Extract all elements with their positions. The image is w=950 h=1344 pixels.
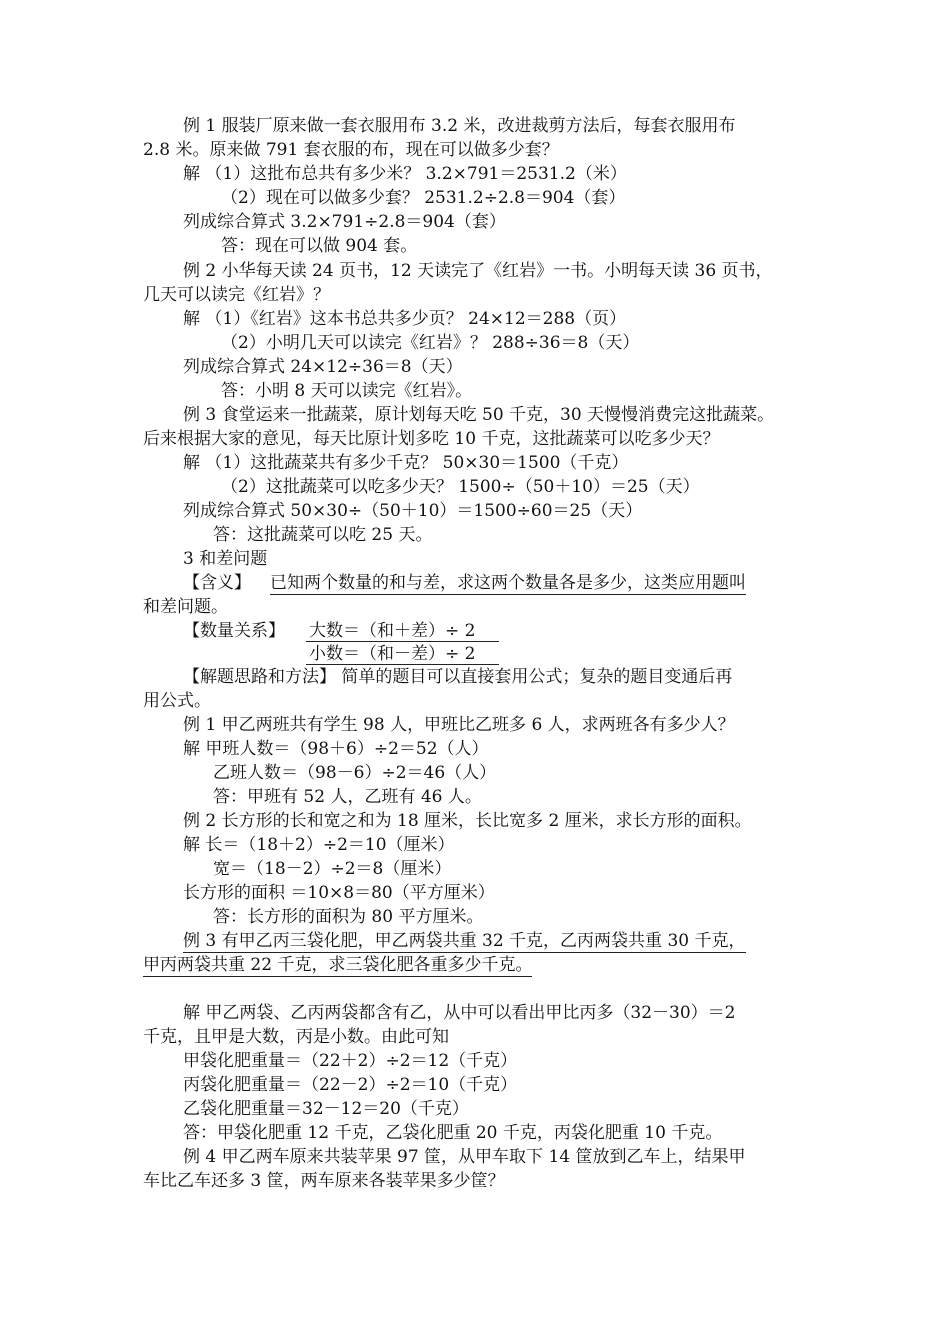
text-line: 宽＝（18－2）÷2＝8（厘米） xyxy=(213,859,452,879)
section-heading: 3 和差问题 xyxy=(183,549,268,569)
text-line: 车比乙车还多 3 筐，两车原来各装苹果多少筐？ xyxy=(143,1171,505,1191)
text-line: （2）现在可以做多少套？ 2531.2÷2.8＝904（套） xyxy=(221,188,626,208)
text-line: 例 3 食堂运来一批蔬菜，原计划每天吃 50 千克，30 天慢慢消费完这批蔬菜。 xyxy=(183,405,775,425)
text-line: 列成综合算式 50×30÷（50＋10）＝1500÷60＝25（天） xyxy=(183,501,643,521)
text-line: 例 4 甲乙两车原来共装苹果 97 筐，从甲车取下 14 筐放到乙车上，结果甲 xyxy=(183,1147,746,1167)
text-line: 例 2 小华每天读 24 页书，12 天读完了《红岩》一书。小明每天读 36 页书， xyxy=(183,261,773,281)
text-line: 丙袋化肥重量＝（22－2）÷2＝10（千克） xyxy=(183,1075,518,1095)
text-line: 答：现在可以做 904 套。 xyxy=(221,236,418,256)
meaning-label: 【含义】 xyxy=(183,573,251,593)
formula-small: 小数＝（和－差）÷ 2 xyxy=(309,644,476,664)
text-line: 解 甲班人数＝（98＋6）÷2＝52（人） xyxy=(183,739,489,759)
text-line: 2.8 米。原来做 791 套衣服的布，现在可以做多少套？ xyxy=(143,140,559,160)
text-line: 答：小明 8 天可以读完《红岩》。 xyxy=(221,381,473,401)
text-line: 长方形的面积 ＝10×8＝80（平方厘米） xyxy=(183,883,495,903)
text-line: 解 长＝（18＋2）÷2＝10（厘米） xyxy=(183,835,455,855)
text-line: 答：甲班有 52 人，乙班有 46 人。 xyxy=(213,787,482,807)
text-line: 解 （1）《红岩》这本书总共多少页？ 24×12＝288（页） xyxy=(183,309,627,329)
underlined-text: 例 3 有甲乙丙三袋化肥，甲乙两袋共重 32 千克，乙丙两袋共重 30 千克， xyxy=(183,931,746,951)
text-line: 答：这批蔬菜可以吃 25 天。 xyxy=(213,525,433,545)
formula-large: 大数＝（和＋差）÷ 2 xyxy=(309,621,476,641)
text-line: 千克，且甲是大数，丙是小数。由此可知 xyxy=(143,1027,449,1047)
text-line: 解 （1）这批蔬菜共有多少千克？ 50×30＝1500（千克） xyxy=(183,453,629,473)
text-line: 用公式。 xyxy=(143,691,211,711)
text-line: 【解题思路和方法】 简单的题目可以直接套用公式；复杂的题目变通后再 xyxy=(183,667,733,687)
meaning-text xyxy=(270,571,746,595)
text-line: 乙袋化肥重量＝32－12＝20（千克） xyxy=(183,1099,469,1119)
text-line: 答：甲袋化肥重 12 千克，乙袋化肥重 20 千克，丙袋化肥重 10 千克。 xyxy=(183,1123,723,1143)
text-line: 解 甲乙两袋、乙丙两袋都含有乙，从中可以看出甲比丙多（32－30）＝2 xyxy=(183,1003,736,1023)
text-line: 答：长方形的面积为 80 平方厘米。 xyxy=(213,907,484,927)
text-line: 例 2 长方形的长和宽之和为 18 厘米，长比宽多 2 厘米，求长方形的面积。 xyxy=(183,811,752,831)
text-line: 后来根据大家的意见，每天比原计划多吃 10 千克，这批蔬菜可以吃多少天？ xyxy=(143,429,720,449)
text-line: 甲袋化肥重量＝（22＋2）÷2＝12（千克） xyxy=(183,1051,518,1071)
text-line: （2）这批蔬菜可以吃多少天？ 1500÷（50＋10）＝25（天） xyxy=(221,477,700,497)
text-line: 列成综合算式 3.2×791÷2.8＝904（套） xyxy=(183,212,506,232)
text-line: （2）小明几天可以读完《红岩》？ 288÷36＝8（天） xyxy=(221,333,640,353)
text-line: 例 1 服装厂原来做一套衣服用布 3.2 米，改进裁剪方法后，每套衣服用布 xyxy=(183,116,736,136)
text-line: 例 1 甲乙两班共有学生 98 人，甲班比乙班多 6 人，求两班各有多少人？ xyxy=(183,715,735,735)
text-line: 和差问题。 xyxy=(143,597,228,617)
text-line: 乙班人数＝（98－6）÷2＝46（人） xyxy=(213,763,497,783)
quantity-relation-label: 【数量关系】 xyxy=(183,621,285,641)
underlined-text: 甲丙两袋共重 22 千克，求三袋化肥各重多少千克。 xyxy=(143,955,533,975)
meaning-text-underlined: 已知两个数量的和与差，求这两个数量各是多少，这类应用题叫 xyxy=(270,573,746,593)
text-line: 列成综合算式 24×12÷36＝8（天） xyxy=(183,357,463,377)
text-line: 解 （1）这批布总共有多少米？ 3.2×791＝2531.2（米） xyxy=(183,164,627,184)
text-line xyxy=(183,929,746,953)
text-line: 几天可以读完《红岩》？ xyxy=(143,285,330,305)
text-line xyxy=(143,953,532,977)
